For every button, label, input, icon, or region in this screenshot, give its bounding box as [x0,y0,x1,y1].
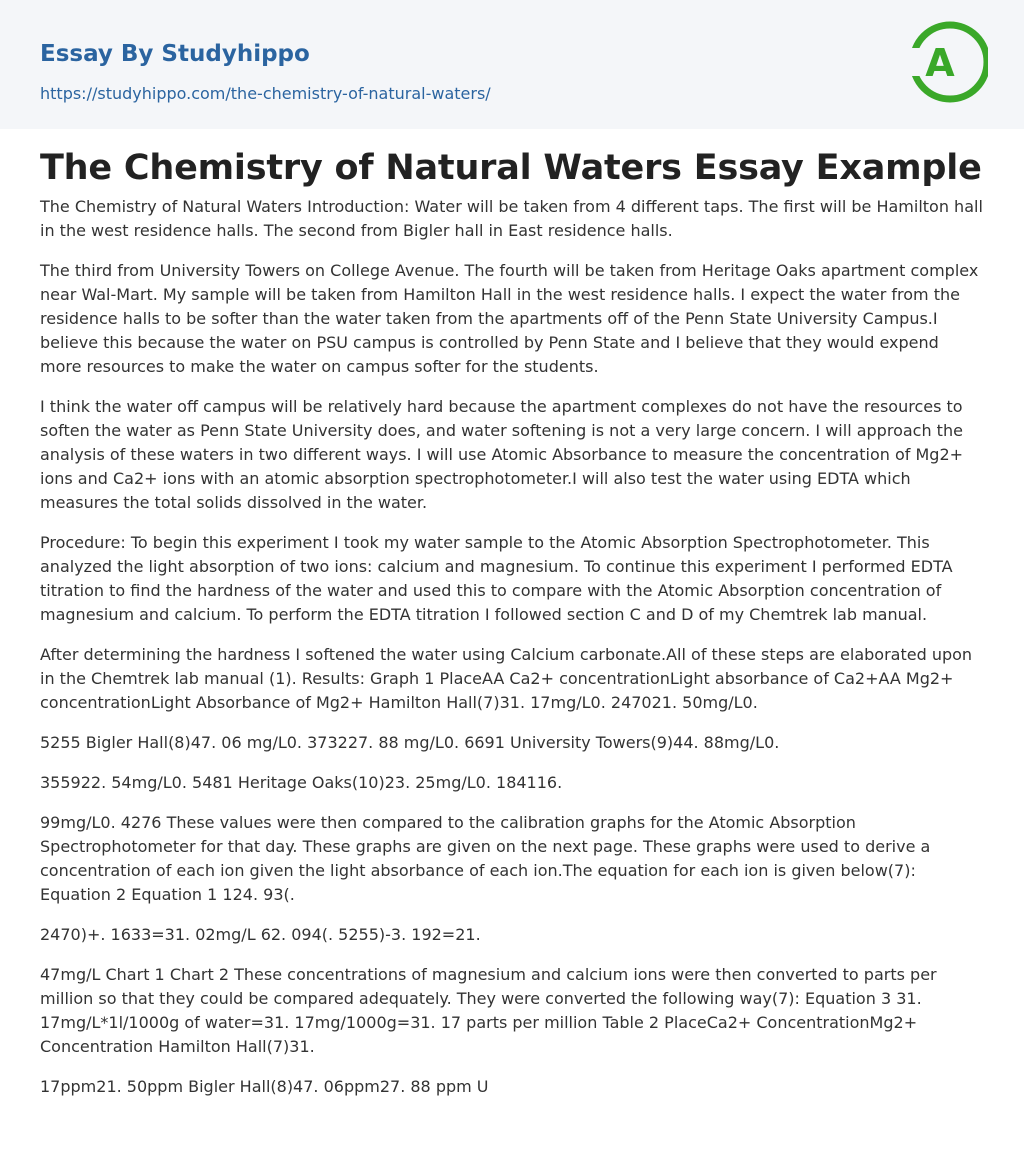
article-paragraph: Procedure: To begin this experiment I took my water sample to the Atomic Absorption Spectrophotometer. This analyzed the light absorption of two ions: calcium and magnesium. To continue this experiment I performed EDTA titration to find the hardness of the water and used this to compare with the Atomic Absorption concentration of magnesium and calcium. To perform the EDTA titration I followed section C and D of my Chemtrek lab manual. [40,533,953,624]
article-title: The Chemistry of Natural Waters Essay Example [40,148,982,188]
logo-letter: A [925,41,955,85]
source-url-link[interactable]: https://studyhippo.com/the-chemistry-of-natural-waters/ [40,84,491,103]
article-paragraph: I think the water off campus will be relatively hard because the apartment complexes do not have the resources to soften the water as Penn State University does, and water softening is not a very large concern. I will approach the analysis of these waters in two different ways. I will use Atomic Absorbance to measure the concentration of Mg2+ ions and Ca2+ ions with an atomic absorption spectrophotometer.I will also test the water using EDTA which measures the total solids dissolved in the water. [40,397,964,512]
article-paragraph: The third from University Towers on College Avenue. The fourth will be taken from Heritage Oaks apartment complex near Wal-Mart. My sample will be taken from Hamilton Hall in the west residence halls. I expect the water from the residence halls to be softer than the water taken from the apartments off of the Penn State University Campus.I believe this because the water on PSU campus is controlled by Penn State and I believe that they would expend more resources to make the water on campus softer for the students. [40,261,979,376]
article-paragraph: 17ppm21. 50ppm Bigler Hall(8)47. 06ppm27. 88 ppm U [40,1077,489,1096]
article-paragraph: 355922. 54mg/L0. 5481 Heritage Oaks(10)23. 25mg/L0. 184116. [40,773,563,792]
article-paragraph: 2470)+. 1633=31. 02mg/L 62. 094(. 5255)-3. 192=21. [40,925,481,944]
article [40,146,984,1115]
article-paragraph: The Chemistry of Natural Waters Introduction: Water will be taken from 4 different taps. The first will be Hamilton hall in the west residence halls. The second from Bigler hall in East residence halls. [40,197,983,240]
brand-title[interactable]: Essay By Studyhippo [40,41,310,67]
logo-ring-gap [912,48,920,76]
article-paragraph: 5255 Bigler Hall(8)47. 06 mg/L0. 373227. 88 mg/L0. 6691 University Towers(9)44. 88mg/L0. [40,733,780,752]
studyhippo-logo-icon[interactable] [912,18,988,106]
article-paragraph: 99mg/L0. 4276 These values were then compared to the calibration graphs for the Atomic Absorption Spectrophotometer for that day. These graphs are given on the next page. These graphs were used to derive a concentration of each ion given the light absorbance of each ion.The equation for each ion is given below(7): Equation 2 Equation 1 124. 93(. [40,813,931,904]
site-header [0,0,1024,129]
article-paragraph: After determining the hardness I softened the water using Calcium carbonate.All of these steps are elaborated upon in the Chemtrek lab manual (1). Results: Graph 1 PlaceAA Ca2+ concentrationLight absorbance of Ca2+AA Mg2+ concentrationLight Absorbance of Mg2+ Hamilton Hall(7)31. 17mg/L0. 247021. 50mg/L0. [40,645,973,712]
article-paragraph: 47mg/L Chart 1 Chart 2 These concentrations of magnesium and calcium ions were then converted to parts per million so that they could be compared adequately. They were converted the following way(7): Equation 3 31. 17mg/L*1l/1000g of water=31. 17mg/1000g=31. 17 parts per million Table 2 PlaceCa2+ ConcentrationMg2+ Concentration Hamilton Hall(7)31. [40,965,937,1056]
